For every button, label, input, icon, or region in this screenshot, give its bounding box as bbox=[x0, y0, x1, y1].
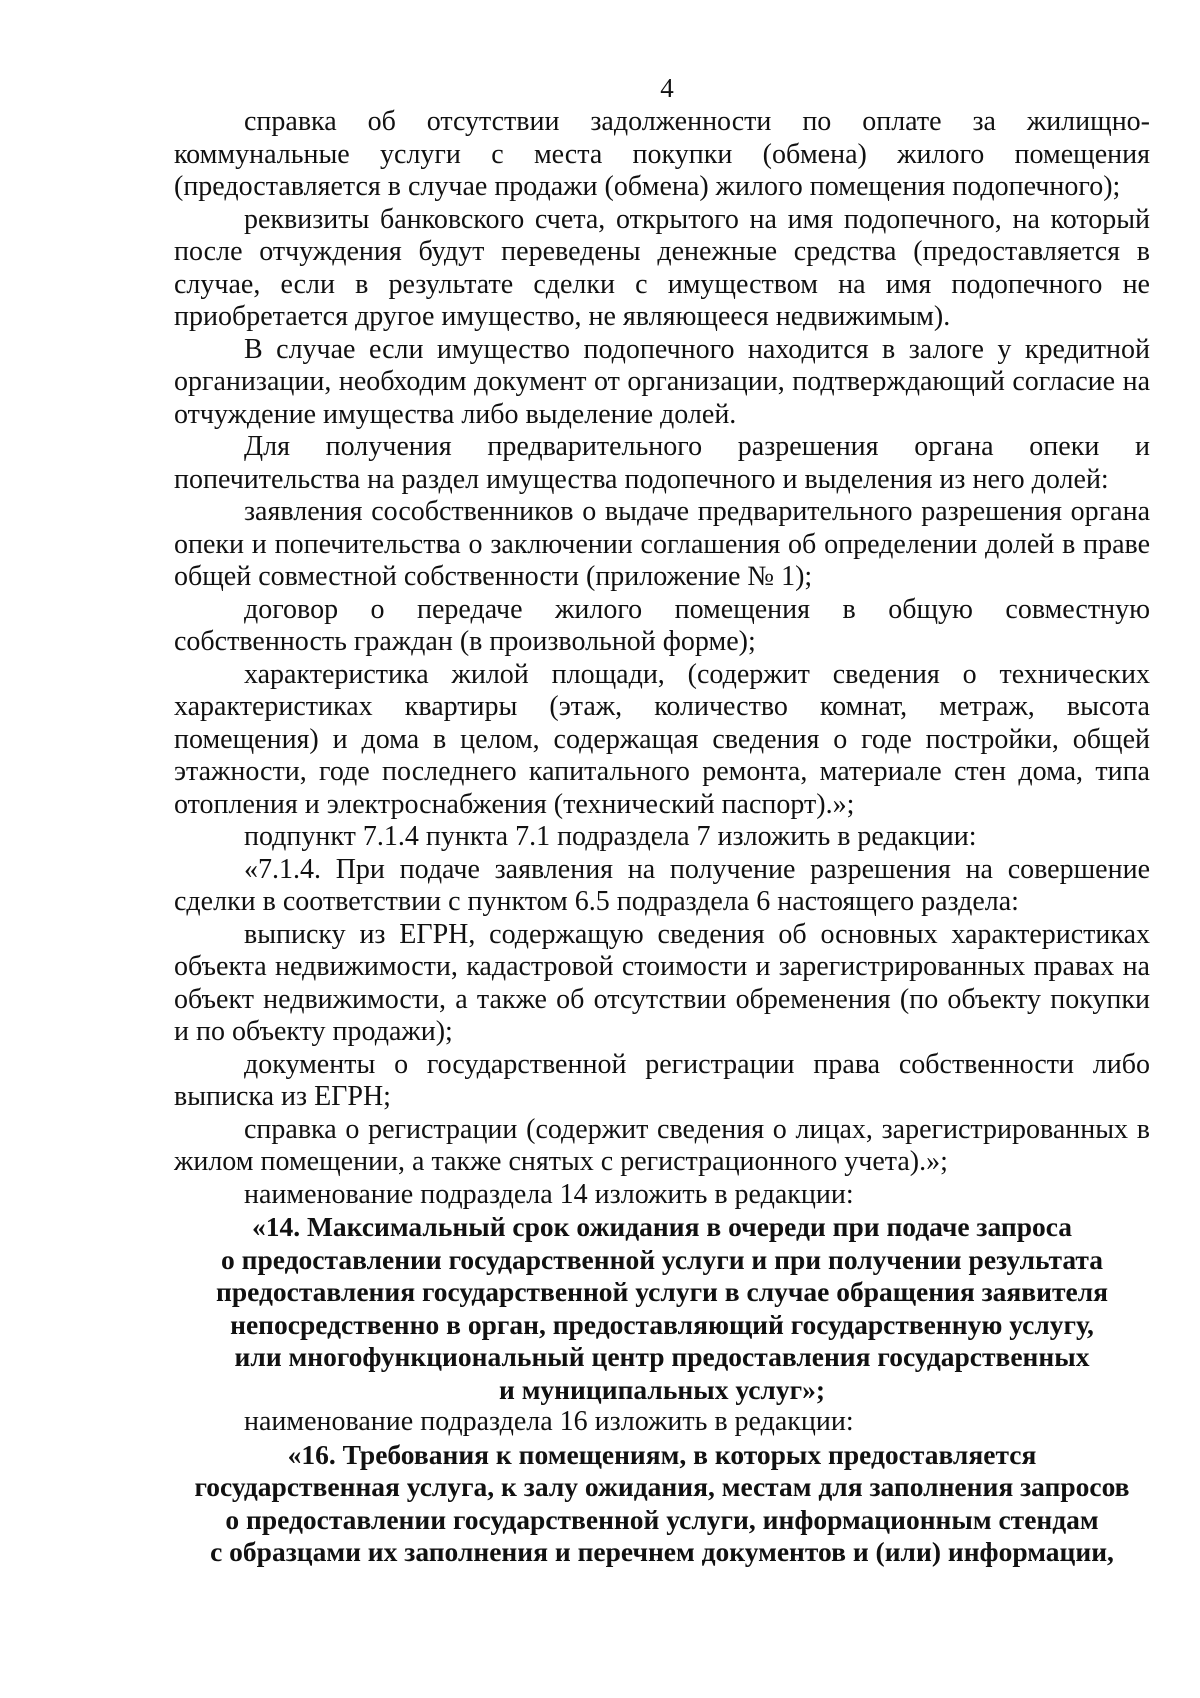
paragraph-subsection-16-title: наименование подраздела 16 изложить в редакции: bbox=[244, 1406, 854, 1437]
paragraph-preliminary-permission: Для получения предварительного разрешения органа опеки и попечительства на раздел имущества подопечного и выделения из него долей: bbox=[174, 431, 1150, 495]
page-number: 4 bbox=[660, 73, 674, 103]
heading-14-line: и муниципальных услуг»; bbox=[498, 1373, 825, 1405]
paragraph-registration-documents: документы о государственной регистрации права собственности либо выписка из ЕГРН; bbox=[174, 1048, 1150, 1112]
heading-16-line: с образцами их заполнения и перечнем документов и (или) информации, bbox=[210, 1536, 1114, 1567]
document-page bbox=[174, 72, 1150, 1569]
heading-14-line: непосредственно в орган, предоставляющий государственную услугу, bbox=[230, 1308, 1094, 1340]
heading-16-line: государственная услуга, к залу ожидания, местам для заполнения запросов bbox=[194, 1471, 1130, 1502]
heading-16-line: «16. Требования к помещениям, в которых предоставляется bbox=[287, 1438, 1037, 1470]
heading-16-line: о предоставлении государственной услуги, информационным стендам bbox=[225, 1503, 1099, 1535]
paragraph-7-1-4-text: «7.1.4. При подаче заявления на получение разрешения на совершение сделки в соответствии с пунктом 6.5 подраздела 6 настоящего раздела: bbox=[174, 853, 1150, 917]
paragraph-registration-certificate: справка о регистрации (содержит сведения о лицах, зарегистрированных в жилом помещении, а также снятых с регистрационного учета).»; bbox=[174, 1113, 1150, 1177]
paragraph-subsection-14-title: наименование подраздела 14 изложить в редакции: bbox=[244, 1178, 854, 1210]
paragraph-bank-details: реквизиты банковского счета, открытого на имя подопечного, на который после отчуждения будут переведены денежные средства (предоставляется в случае, если в результате сделки с имуществом на имя подопечного не приобретается другое имущество, не являющееся недвижимым). bbox=[174, 203, 1150, 332]
heading-14-line: о предоставлении государственной услуги и при получении результата bbox=[221, 1243, 1103, 1275]
paragraph-pledge: В случае если имущество подопечного находится в залоге у кредитной организации, необходим документ от организации, подтверждающий согласие на отчуждение имущества либо выделение долей. bbox=[174, 333, 1150, 430]
heading-subsection-16 bbox=[174, 1439, 1150, 1569]
paragraph-subclause-7-1-4: подпункт 7.1.4 пункта 7.1 подраздела 7 изложить в редакции: bbox=[244, 821, 977, 852]
heading-14-line: предоставления государственной услуги в случае обращения заявителя bbox=[215, 1276, 1109, 1307]
paragraph-co-owners-statements: заявления сособственников о выдаче предварительного разрешения органа опеки и попечительства о заключении соглашения об определении долей в праве общей совместной собственности (приложение № 1); bbox=[174, 496, 1150, 592]
paragraph-transfer-agreement: договор о передаче жилого помещения в общую совместную собственность граждан (в произвольной форме); bbox=[174, 593, 1150, 657]
paragraph-egrn-extract: выписку из ЕГРН, содержащую сведения об основных характеристиках объекта недвижимости, кадастровой стоимости и зарегистрированных правах на объект недвижимости, а также об отсутствии обременения (по объекту покупки и по объекту продажи); bbox=[174, 918, 1150, 1047]
heading-14-line: «14. Максимальный срок ожидания в очереди при подаче запроса bbox=[251, 1211, 1073, 1242]
paragraph-debt-certificate: справка об отсутствии задолженности по оплате за жилищно-коммунальные услуги с места покупки (обмена) жилого помещения (предоставляется в случае продажи (обмена) жилого помещения подопечного); bbox=[174, 106, 1150, 202]
paragraph-living-space-characteristics: характеристика жилой площади, (содержит сведения о технических характеристиках квартиры (этаж, количество комнат, метраж, высота помещения) и дома в целом, содержащая сведения о годе постройки, общей этажности, годе последнего капитального ремонта, материале стен дома, типа отопления и электроснабжения (технический паспорт).»; bbox=[174, 658, 1150, 820]
heading-14-line: или многофункциональный центр предоставления государственных bbox=[234, 1341, 1090, 1372]
heading-subsection-14 bbox=[174, 1211, 1150, 1406]
